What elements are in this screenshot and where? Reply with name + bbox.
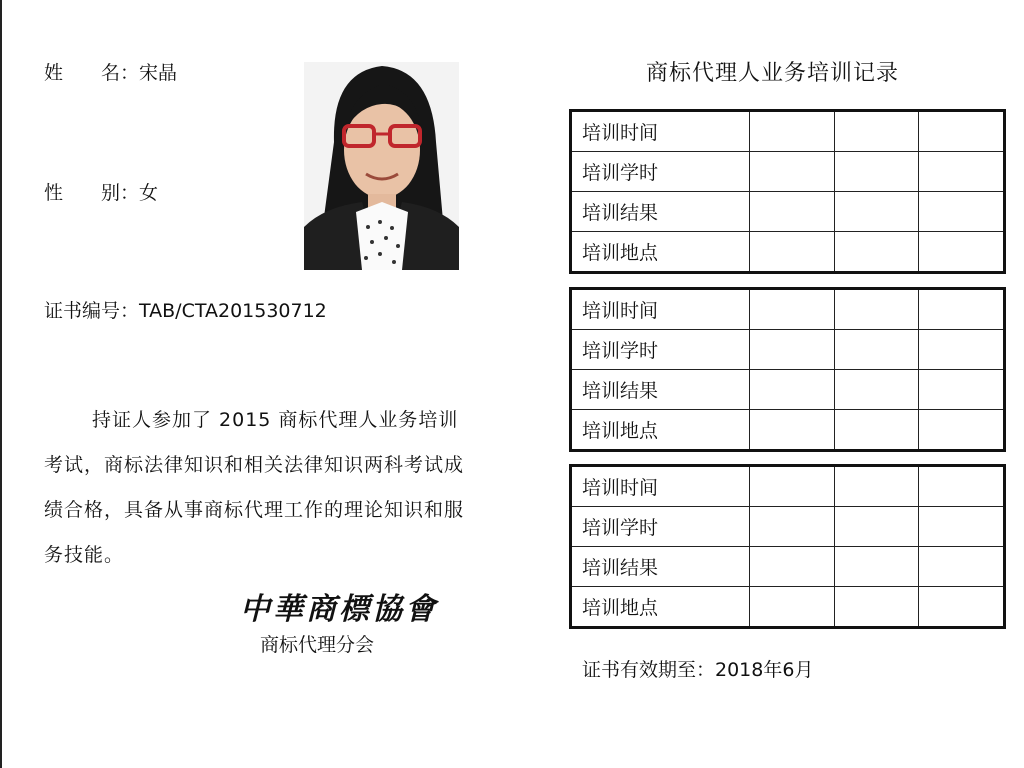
gender-field [44, 178, 158, 205]
empty-cell [919, 289, 1005, 330]
row-label: 培训地点 [571, 232, 750, 273]
empty-cell [834, 232, 919, 273]
empty-cell [834, 370, 919, 410]
table-row [571, 232, 1005, 273]
empty-cell [750, 370, 835, 410]
empty-cell [834, 410, 919, 451]
empty-cell [919, 507, 1005, 547]
empty-cell [919, 192, 1005, 232]
empty-cell [919, 410, 1005, 451]
association-seal-text: 中華商標協會 [240, 592, 438, 627]
training-record-table-2 [569, 287, 1006, 452]
holder-photo [304, 62, 459, 270]
empty-cell [750, 330, 835, 370]
row-label: 培训地点 [571, 587, 750, 628]
empty-cell [834, 466, 919, 507]
gender-label: 性 别： [44, 182, 140, 204]
name-value: 宋晶 [139, 62, 178, 84]
row-label: 培训结果 [571, 370, 750, 410]
cert-number-value: TAB/CTA201530712 [139, 300, 327, 322]
empty-cell [750, 111, 835, 152]
row-label: 培训结果 [571, 192, 750, 232]
empty-cell [919, 330, 1005, 370]
row-label: 培训学时 [571, 152, 750, 192]
row-label: 培训时间 [571, 466, 750, 507]
row-label: 培训学时 [571, 330, 750, 370]
row-label: 培训地点 [571, 410, 750, 451]
table-row [571, 547, 1005, 587]
empty-cell [919, 111, 1005, 152]
row-label: 培训学时 [571, 507, 750, 547]
table-row [571, 410, 1005, 451]
empty-cell [750, 289, 835, 330]
empty-cell [834, 330, 919, 370]
page-left-border [0, 0, 2, 768]
row-label: 培训时间 [571, 111, 750, 152]
empty-cell [919, 547, 1005, 587]
empty-cell [919, 152, 1005, 192]
empty-cell [919, 466, 1005, 507]
validity-date: 证书有效期至：2018年6月 [582, 659, 814, 681]
cert-number-field [44, 296, 327, 323]
table-row [571, 507, 1005, 547]
empty-cell [919, 587, 1005, 628]
row-label: 培训结果 [571, 547, 750, 587]
cert-number-label: 证书编号： [44, 300, 140, 322]
empty-cell [834, 152, 919, 192]
table-row [571, 370, 1005, 410]
row-label: 培训时间 [571, 289, 750, 330]
empty-cell [750, 152, 835, 192]
portrait-image [304, 62, 459, 270]
empty-cell [750, 232, 835, 273]
empty-cell [834, 192, 919, 232]
records-title: 商标代理人业务培训记录 [646, 61, 900, 86]
gender-value: 女 [139, 182, 159, 204]
issuer-branch: 商标代理分会 [260, 634, 375, 656]
empty-cell [750, 547, 835, 587]
name-field [44, 58, 177, 85]
name-label: 姓 名： [44, 62, 140, 84]
table-row [571, 330, 1005, 370]
empty-cell [750, 507, 835, 547]
certification-statement: 持证人参加了 2015 商标代理人业务培训考试，商标法律知识和相关法律知识两科考试成绩合格，具备从事商标代理工作的理论知识和服务技能。 [44, 409, 465, 566]
empty-cell [834, 587, 919, 628]
empty-cell [750, 410, 835, 451]
empty-cell [834, 507, 919, 547]
training-record-table-1 [569, 109, 1006, 274]
table-row [571, 152, 1005, 192]
table-row [571, 587, 1005, 628]
table-row [571, 111, 1005, 152]
empty-cell [834, 289, 919, 330]
empty-cell [750, 587, 835, 628]
table-row [571, 289, 1005, 330]
empty-cell [750, 466, 835, 507]
table-row [571, 466, 1005, 507]
empty-cell [919, 370, 1005, 410]
training-record-table-3 [569, 464, 1006, 629]
empty-cell [750, 192, 835, 232]
table-row [571, 192, 1005, 232]
empty-cell [834, 547, 919, 587]
empty-cell [834, 111, 919, 152]
empty-cell [919, 232, 1005, 273]
